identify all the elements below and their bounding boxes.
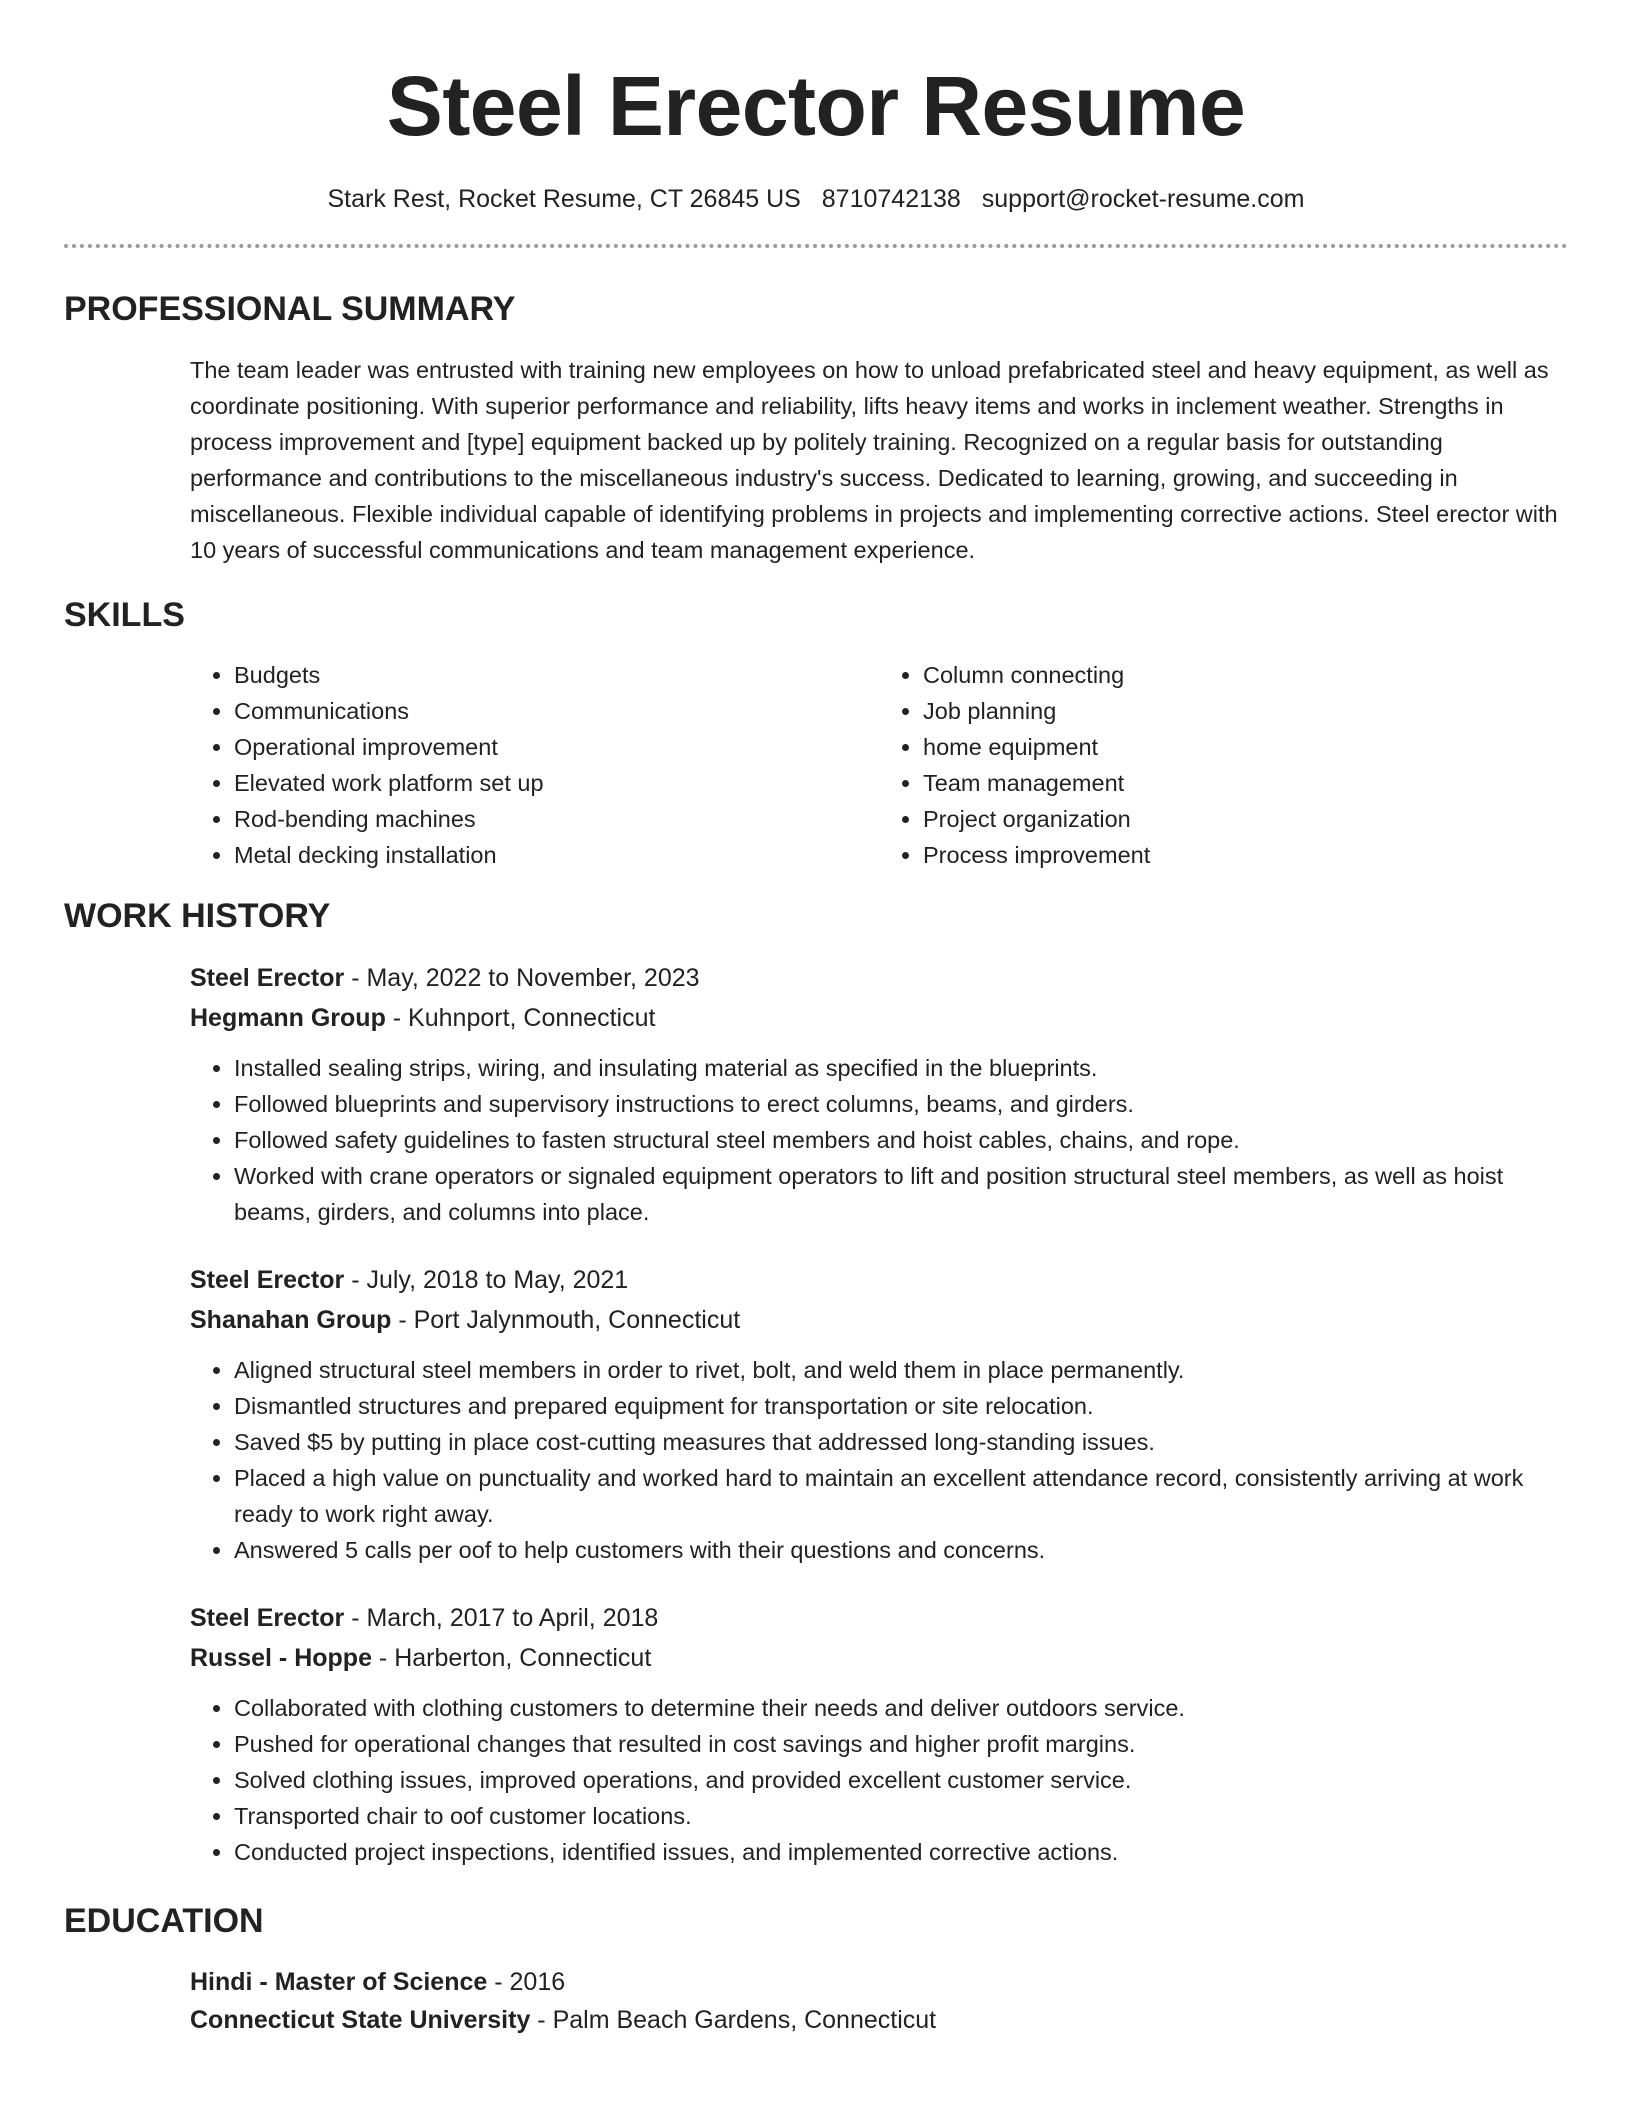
skills-grid [190,657,1568,873]
job-entry [190,958,1568,1230]
resume-title: Steel Erector Resume [386,59,1246,153]
skill-item: • Elevated work platform set up [234,765,879,801]
contact-phone: 8710742138 [821,185,961,213]
job-company-line [190,1300,1568,1340]
duty-item: • Aligned structural steel members in order to rivet, bolt, and weld them in place permanently. [234,1352,1568,1388]
job-location: - Port Jalynmouth, Connecticut [391,1306,741,1334]
job-company-line [190,998,1568,1038]
skill-item: • Project organization [923,801,1568,837]
job-location: - Harberton, Connecticut [371,1644,652,1672]
contact-email: support@rocket-resume.com [981,185,1305,213]
duty-item: • Followed blueprints and supervisory instructions to erect columns, beams, and girders. [234,1086,1568,1122]
duty-item: • Placed a high value on punctuality and worked hard to maintain an excellent attendance record, consistently arriving at work ready to work right away. [234,1460,1568,1532]
job-company-line [190,1638,1568,1678]
summary-heading: PROFESSIONAL SUMMARY [64,290,516,328]
summary-text: The team leader was entrusted with training new employees on how to unload prefabricated steel and heavy equipment, as well as coordinate positioning. With superior performance and reliability, lifts heavy items and works in inclement weather. Strengths in process improvement and [type] equipment backed up by politely training. Recognized on a regular basis for outstanding performance and contributions to the miscellaneous industry's success. Dedicated to learning, growing, and succeeding in miscellaneous. Flexible individual capable of identifying problems in projects and implementing corrective actions. Steel erector with 10 years of successful communications and team management experience. [190,357,1558,563]
job-title-line [190,1598,1568,1638]
skills-heading: SKILLS [64,596,185,634]
duty-item: • Pushed for operational changes that resulted in cost savings and higher profit margins. [234,1726,1568,1762]
job-duties [190,1050,1568,1230]
education-entry [190,1963,1568,2039]
job-entry [190,1598,1568,1870]
duty-item: • Followed safety guidelines to fasten structural steel members and hoist cables, chains, and rope. [234,1122,1568,1158]
job-company: Russel - Hoppe [190,1644,372,1672]
skill-item: • Operational improvement [234,729,879,765]
duty-item: • Installed sealing strips, wiring, and insulating material as specified in the blueprints. [234,1050,1568,1086]
contact-line [64,184,1568,214]
education-degree-line [190,1963,1568,2001]
skills-column-left [190,657,879,873]
duty-item: • Dismantled structures and prepared equipment for transportation or site relocation. [234,1388,1568,1424]
contact-address: Stark Rest, Rocket Resume, CT 26845 US [327,185,801,213]
duty-item: • Answered 5 calls per oof to help customers with their questions and concerns. [234,1532,1568,1568]
education-school: Connecticut State University [190,2006,531,2034]
work-history-heading: WORK HISTORY [64,897,331,935]
education-degree: Hindi - Master of Science [190,1968,488,1996]
skill-item: • Job planning [923,693,1568,729]
skill-item: • Budgets [234,657,879,693]
education-year: - 2016 [487,1968,566,1996]
duty-item: • Saved $5 by putting in place cost-cutting measures that addressed long-standing issues. [234,1424,1568,1460]
job-company: Hegmann Group [190,1004,386,1032]
job-title-line [190,958,1568,998]
job-entry [190,1260,1568,1568]
duty-item: • Conducted project inspections, identified issues, and implemented corrective actions. [234,1834,1568,1870]
job-title-line [190,1260,1568,1300]
skills-column-right [879,657,1568,873]
job-role: Steel Erector [190,1604,345,1632]
skill-item: • Communications [234,693,879,729]
skill-item: • Team management [923,765,1568,801]
duty-item: • Worked with crane operators or signaled equipment operators to lift and position structural steel members, as well as hoist beams, girders, and columns into place. [234,1158,1568,1230]
job-dates: - March, 2017 to April, 2018 [344,1604,659,1632]
skill-item: • Metal decking installation [234,837,879,873]
education-location: - Palm Beach Gardens, Connecticut [530,2006,937,2034]
job-location: - Kuhnport, Connecticut [385,1004,656,1032]
skill-item: • Rod-bending machines [234,801,879,837]
job-dates: - July, 2018 to May, 2021 [344,1266,629,1294]
resume-page [64,0,1568,2039]
job-duties [190,1352,1568,1568]
education-school-line [190,2001,1568,2039]
skill-item: • Process improvement [923,837,1568,873]
duty-item: • Solved clothing issues, improved operations, and provided excellent customer service. [234,1762,1568,1798]
job-role: Steel Erector [190,1266,345,1294]
job-dates: - May, 2022 to November, 2023 [344,964,700,992]
job-role: Steel Erector [190,964,345,992]
education-heading: EDUCATION [64,1902,264,1940]
skill-item: • home equipment [923,729,1568,765]
job-duties [190,1690,1568,1870]
header-divider [64,244,1568,248]
duty-item: • Collaborated with clothing customers to determine their needs and deliver outdoors service. [234,1690,1568,1726]
job-company: Shanahan Group [190,1306,392,1334]
duty-item: • Transported chair to oof customer locations. [234,1798,1568,1834]
skill-item: • Column connecting [923,657,1568,693]
